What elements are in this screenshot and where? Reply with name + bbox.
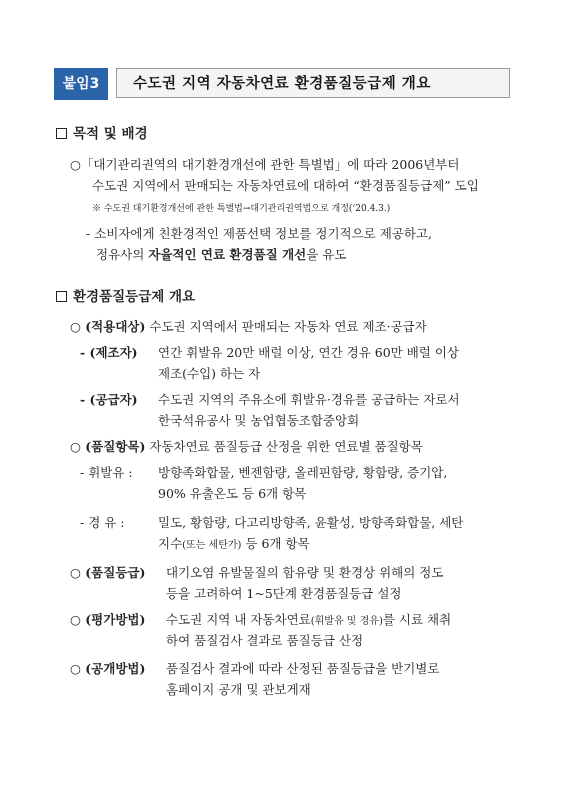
eval-line1 [166, 612, 451, 630]
p2-post: 을 유도 [306, 247, 347, 262]
diesel-line2 [158, 536, 310, 554]
section1-p1-line1: ○「대기관리권역의 대기환경개선에 관한 특별법」에 따라 2006년부터 [70, 157, 460, 172]
supplier-line1: 수도권 지역의 주유소에 휘발유·경유를 공급하는 자로서 [158, 392, 460, 407]
square-bullet-icon [56, 128, 67, 139]
diesel-label: - 경 유 : [80, 515, 125, 530]
items-label: ○ (품질항목) [70, 439, 146, 454]
section2-heading-text: 환경품질등급제 개요 [73, 289, 196, 305]
section1-note: ※ 수도권 대기환경개선에 관한 특별법→대기관리권역법으로 개정(‘20.4.3.) [92, 204, 391, 214]
section1-heading-text: 목적 및 배경 [73, 126, 148, 142]
section1-heading [56, 126, 148, 142]
p2-bold: 자율적인 연료 환경품질 개선 [148, 247, 307, 262]
eval-line1-a: 수도권 지역 내 자동차연료 [166, 612, 311, 627]
section1-p1-line2: 수도권 지역에서 판매되는 자동차연료에 대하여 “환경품질등급제” 도입 [92, 178, 479, 193]
eval-line1-b: 를 시료 채취 [382, 612, 452, 627]
section1-p2-line2 [96, 247, 346, 263]
items-text: 자동차연료 품질등급 산정을 위한 연료별 품질항목 [149, 439, 423, 454]
pub-line1: 품질검사 결과에 따라 산정된 품질등급을 반기별로 [166, 661, 440, 676]
attachment-badge: 붙임3 [54, 68, 108, 100]
pub-label: ○ (공개방법) [70, 661, 146, 676]
gasoline-label: - 휘발유 : [80, 465, 133, 480]
page-title: 수도권 지역 자동차연료 환경품질등급제 개요 [116, 68, 510, 98]
diesel-line2-b: 등 6개 항목 [241, 536, 310, 551]
supplier-line2: 한국석유공사 및 농업협동조합중앙회 [158, 413, 360, 428]
scope-text: 수도권 지역에서 판매되는 자동차 연료 제조·공급자 [149, 319, 427, 334]
eval-line2: 하여 품질검사 결과로 품질등급 산정 [166, 633, 364, 648]
supplier-label: - (공급자) [80, 392, 138, 407]
square-bullet-icon [56, 291, 67, 302]
header [54, 68, 512, 100]
grade-line1: 대기오염 유발물질의 함유량 및 환경상 위해의 정도 [166, 565, 444, 580]
section2-heading [56, 289, 195, 305]
eval-label: ○ (평가방법) [70, 612, 146, 627]
diesel-line2-a: 지수 [158, 536, 183, 551]
grade-label: ○ (품질등급) [70, 565, 146, 580]
p2-pre: 정유사의 [96, 247, 149, 262]
scope-label: ○ (적용대상) [70, 319, 146, 334]
items-row [70, 439, 423, 455]
pub-line2: 홈페이지 공개 및 관보게재 [166, 682, 311, 697]
maker-line2: 제조(수입) 하는 자 [158, 366, 261, 381]
diesel-line2-small: (또는 세탄가) [182, 540, 242, 551]
maker-line1: 연간 휘발유 20만 배럴 이상, 연간 경유 60만 배럴 이상 [158, 345, 459, 360]
diesel-line1: 밀도, 황함량, 다고리방향족, 윤활성, 방향족화합물, 세탄 [158, 515, 464, 530]
section1-p2-line1: - 소비자에게 친환경적인 제품선택 정보를 정기적으로 제공하고, [86, 226, 432, 241]
grade-line2: 등을 고려하여 1~5단계 환경품질등급 설정 [166, 586, 402, 601]
gasoline-line2: 90% 유출온도 등 6개 항목 [158, 486, 307, 501]
gasoline-line1: 방향족화합물, 벤젠함량, 올레핀함량, 황함량, 증기압, [158, 465, 448, 480]
maker-label: - (제조자) [80, 345, 138, 360]
eval-line1-small: (휘발유 및 경유) [310, 616, 383, 627]
scope-row [70, 319, 427, 335]
